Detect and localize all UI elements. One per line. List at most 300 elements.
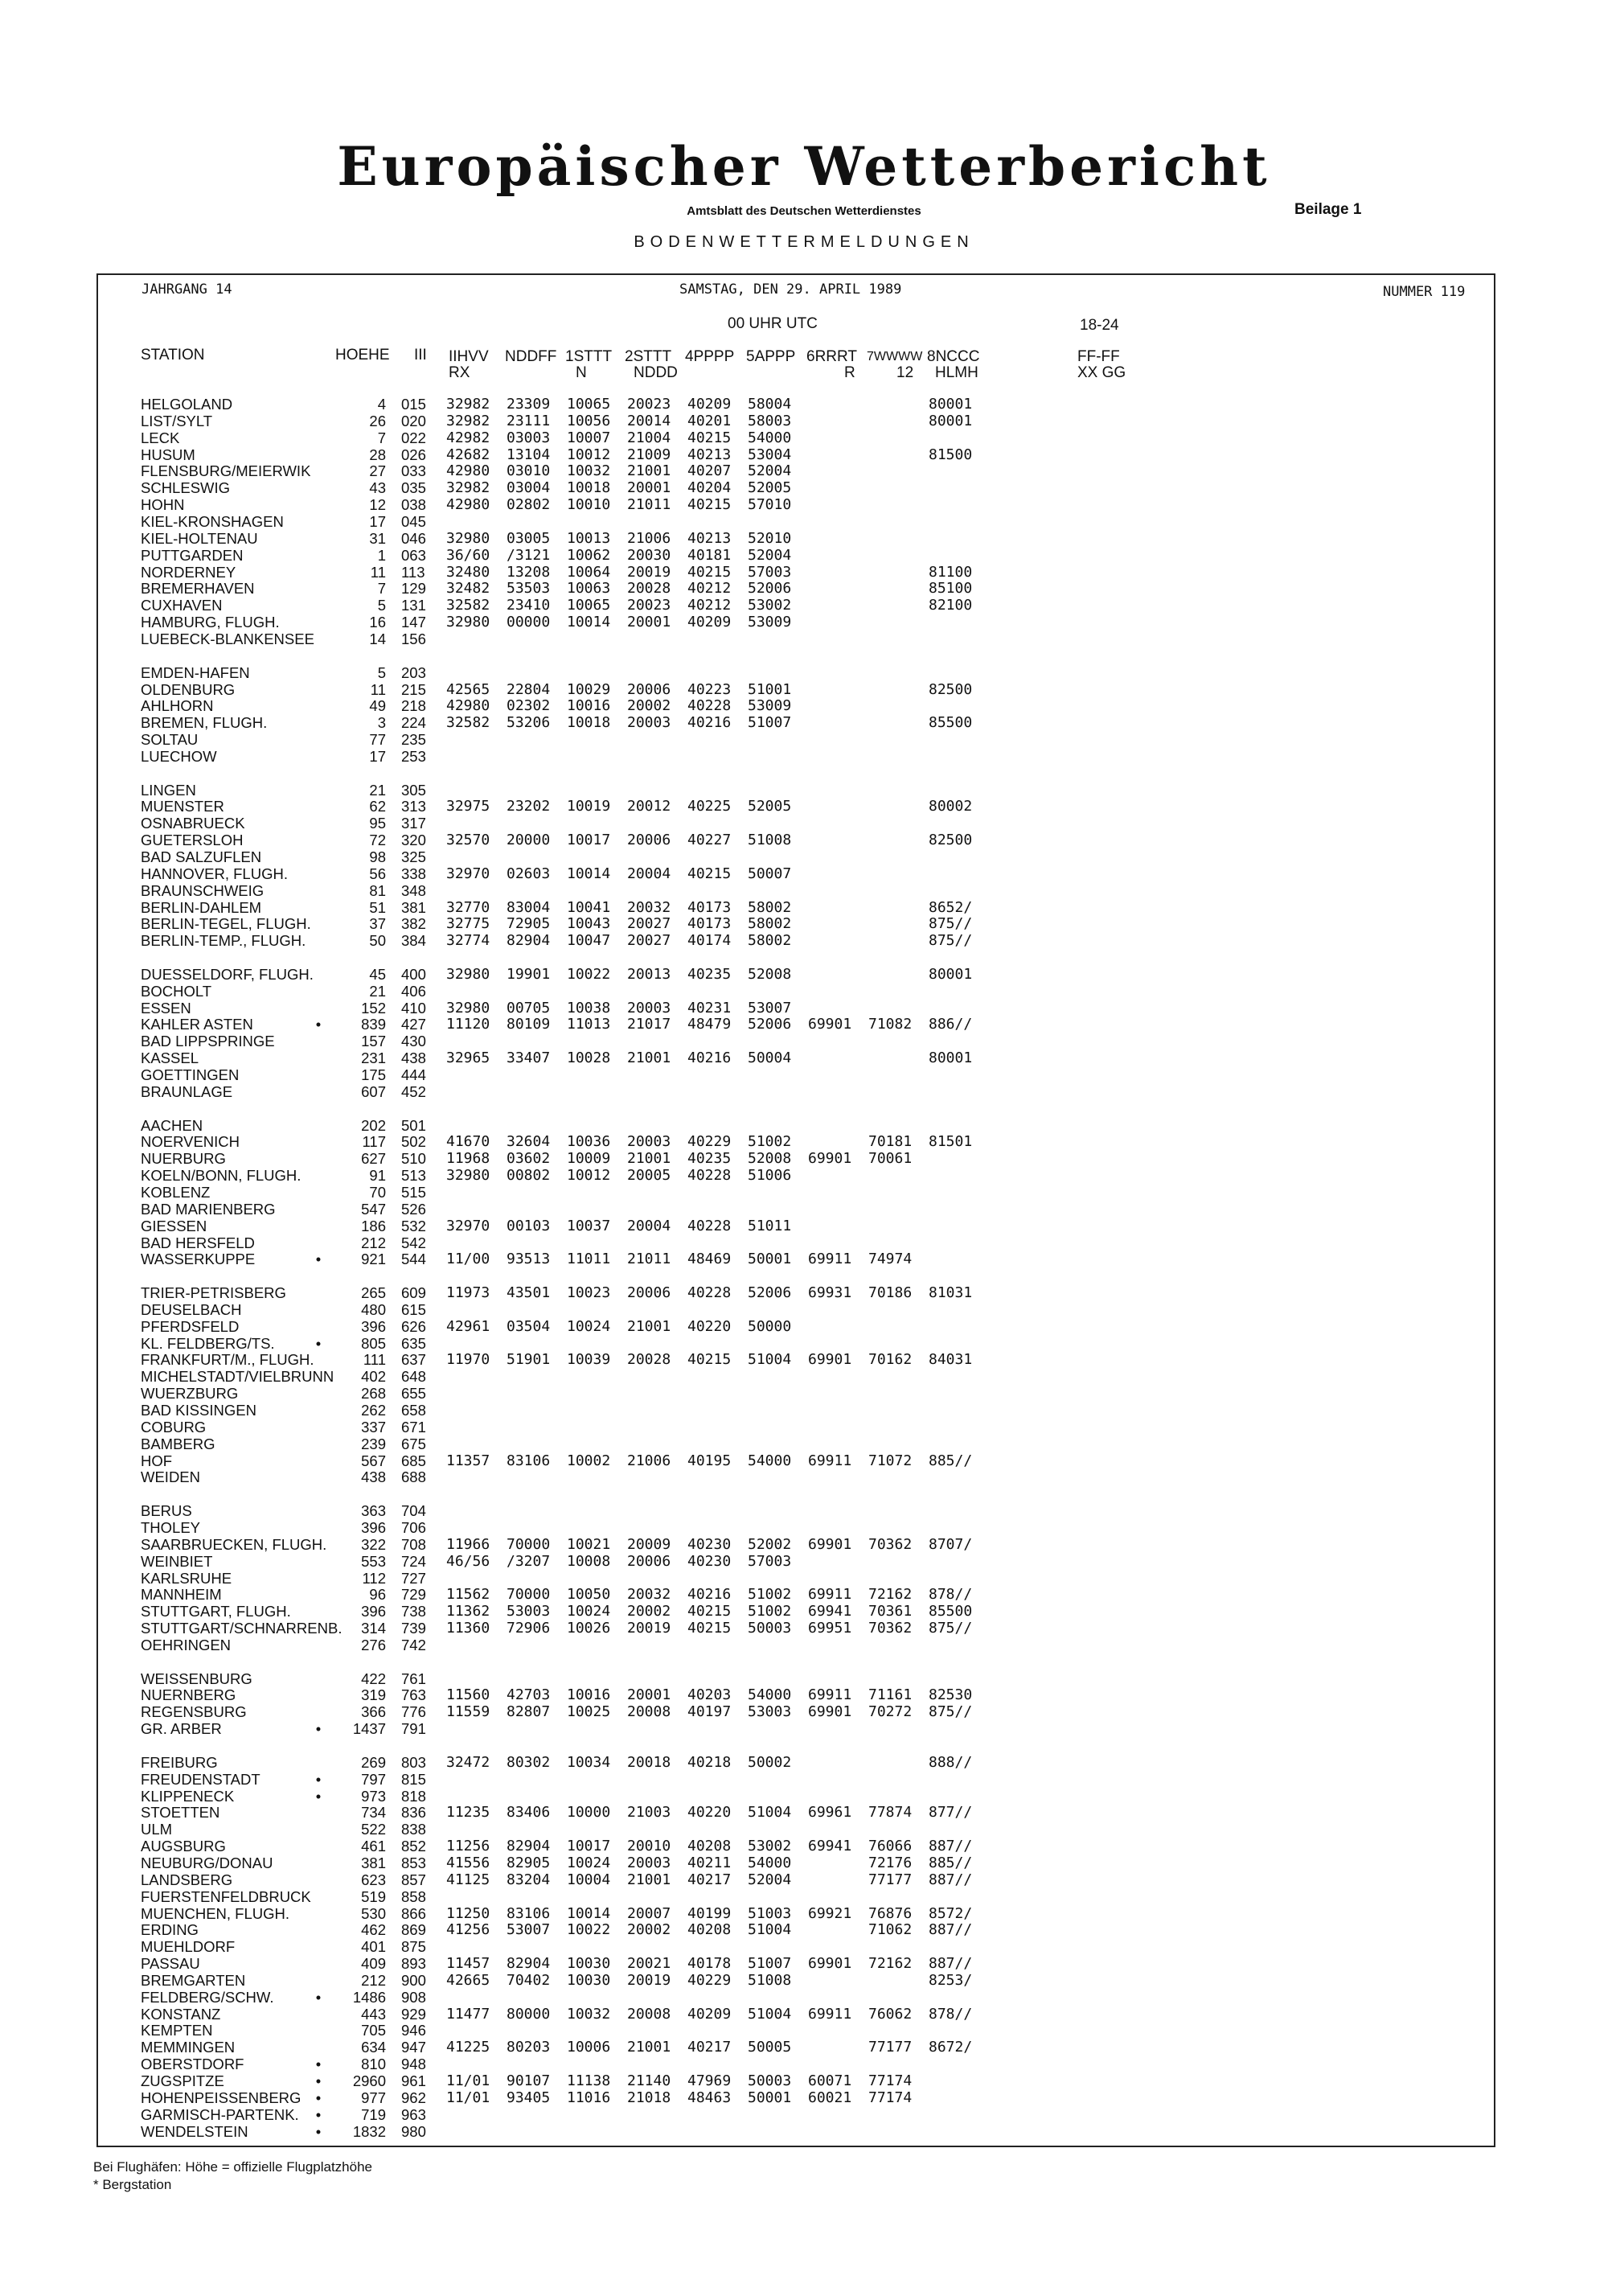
col-header-1: IIHVV <box>449 348 489 365</box>
synop-code: 41125 <box>446 1871 490 1888</box>
synop-code: 40223 <box>687 680 732 698</box>
station-name: WEIDEN <box>141 1468 200 1486</box>
synop-code: 19901 <box>507 965 551 983</box>
synop-code: 21004 <box>627 429 671 446</box>
synop-code: 32980 <box>446 965 490 983</box>
station-height: 480 <box>361 1300 386 1318</box>
synop-code: 20023 <box>627 396 671 413</box>
synop-code: 40215 <box>687 865 732 882</box>
station-index: 313 <box>401 798 426 815</box>
synop-code: 77174 <box>868 2089 913 2106</box>
table-row <box>0 732 1608 748</box>
synop-code: 20003 <box>627 714 671 732</box>
synop-code: 20002 <box>627 1603 671 1620</box>
station-name: BRAUNSCHWEIG <box>141 881 265 899</box>
table-row <box>0 1000 1608 1017</box>
station-name: LECK <box>141 429 180 446</box>
station-name: BAMBERG <box>141 1435 215 1452</box>
mountain-station-marker: • <box>315 2072 322 2089</box>
table-row <box>0 1151 1608 1167</box>
station-name: GIESSEN <box>141 1217 207 1234</box>
synop-code: 48463 <box>687 2089 732 2106</box>
synop-code: 10017 <box>567 1838 611 1855</box>
synop-code: 32482 <box>446 580 490 598</box>
synop-code: 10056 <box>567 412 611 429</box>
synop-code: 20019 <box>627 1620 671 1637</box>
station-index: 836 <box>401 1804 426 1822</box>
synop-code: 82500 <box>929 680 973 698</box>
table-row <box>0 1201 1608 1218</box>
synop-code: 70402 <box>507 1971 551 1989</box>
synop-code: 20005 <box>627 1167 671 1185</box>
synop-code: 03504 <box>507 1317 551 1335</box>
col-header-3: 1STTT <box>565 348 613 365</box>
station-height: 112 <box>362 1569 386 1587</box>
synop-code: 53002 <box>748 1838 792 1855</box>
station-index: 704 <box>401 1502 426 1520</box>
synop-code: 11138 <box>567 2072 611 2089</box>
synop-code: 10036 <box>567 1133 611 1151</box>
station-name: PASSAU <box>141 1955 200 1972</box>
synop-code: 21017 <box>627 1016 671 1033</box>
table-row <box>0 430 1608 446</box>
synop-code: 20019 <box>627 563 671 581</box>
synop-code: 51004 <box>748 1921 792 1939</box>
station-height: 519 <box>361 1887 386 1905</box>
synop-code: 20008 <box>627 2005 671 2023</box>
station-height: 4 <box>377 396 386 413</box>
station-height: 627 <box>361 1150 386 1168</box>
station-height: 553 <box>361 1552 386 1570</box>
synop-code: 20003 <box>627 1854 671 1871</box>
station-height: 438 <box>361 1468 386 1486</box>
table-row <box>0 1285 1608 1301</box>
station-height: 1 <box>377 546 386 564</box>
station-height: 11 <box>370 680 386 698</box>
synop-code: 51003 <box>748 1904 792 1922</box>
synop-code: 51011 <box>748 1217 792 1234</box>
synop-code: 11/01 <box>446 2072 490 2089</box>
synop-code: 58002 <box>748 898 792 916</box>
col-header-7b: R <box>844 364 855 381</box>
station-height: 231 <box>361 1049 386 1067</box>
synop-code: 69901 <box>808 1150 852 1168</box>
table-row <box>0 1185 1608 1201</box>
synop-code: 40217 <box>687 2039 732 2056</box>
synop-code: 85500 <box>929 714 973 732</box>
mountain-station-marker: • <box>315 1016 322 1033</box>
station-height: 26 <box>369 412 386 429</box>
station-index: 742 <box>401 1636 426 1653</box>
station-height: 7 <box>377 429 386 446</box>
station-name: WEISSENBURG <box>141 1670 252 1687</box>
synop-code: 11970 <box>446 1351 490 1369</box>
station-name: KOELN/BONN, FLUGH. <box>141 1167 302 1185</box>
table-row <box>0 1251 1608 1267</box>
synop-code: 42703 <box>507 1686 551 1704</box>
synop-code: 10025 <box>567 1703 611 1721</box>
synop-code: 21001 <box>627 1150 671 1168</box>
synop-code: 69911 <box>808 1251 852 1268</box>
synop-code: 11966 <box>446 1535 490 1553</box>
synop-code: 40235 <box>687 1150 732 1168</box>
station-height: 322 <box>361 1535 386 1553</box>
station-height: 28 <box>369 446 386 463</box>
station-height: 381 <box>361 1854 386 1871</box>
table-row <box>0 1587 1608 1603</box>
synop-code: 21011 <box>627 496 671 514</box>
station-index: 430 <box>401 1033 426 1050</box>
station-name: LANDSBERG <box>141 1871 233 1888</box>
table-row <box>0 900 1608 916</box>
synop-code: 51002 <box>748 1133 792 1151</box>
station-height: 567 <box>361 1452 386 1469</box>
synop-code: 11250 <box>446 1904 490 1922</box>
station-name: BREMERHAVEN <box>141 580 255 598</box>
station-index: 224 <box>401 714 426 732</box>
table-row <box>0 1537 1608 1553</box>
synop-code: 51004 <box>748 1351 792 1369</box>
station-index: 688 <box>401 1468 426 1486</box>
station-index: 738 <box>401 1603 426 1620</box>
synop-code: 60071 <box>808 2072 852 2089</box>
table-row <box>0 849 1608 865</box>
synop-code: 58003 <box>748 412 792 429</box>
synop-code: 40217 <box>687 1871 732 1888</box>
synop-code: 21003 <box>627 1804 671 1822</box>
station-index: 763 <box>401 1686 426 1704</box>
station-height: 77 <box>369 731 386 748</box>
synop-code: 20002 <box>627 697 671 715</box>
station-name: BRAUNLAGE <box>141 1082 233 1100</box>
station-name: MANNHEIM <box>141 1586 222 1604</box>
station-height: 366 <box>361 1703 386 1721</box>
station-index: 869 <box>401 1921 426 1939</box>
synop-code: 887// <box>929 1921 973 1939</box>
station-index: 253 <box>401 747 426 765</box>
station-height: 262 <box>361 1402 386 1419</box>
table-row <box>0 1973 1608 1989</box>
station-index: 776 <box>401 1703 426 1721</box>
station-name: MUEHLDORF <box>141 1938 236 1956</box>
synop-code: 52008 <box>748 965 792 983</box>
issue-number: NUMMER 119 <box>1383 284 1466 300</box>
station-height: 212 <box>361 1234 386 1251</box>
synop-code: 20006 <box>627 1552 671 1570</box>
station-height: 265 <box>361 1284 386 1301</box>
synop-code: 58002 <box>748 915 792 933</box>
synop-code: 11360 <box>446 1620 490 1637</box>
table-row <box>0 1855 1608 1871</box>
synop-code: 69901 <box>808 1955 852 1972</box>
synop-code: 21006 <box>627 529 671 547</box>
station-height: 1437 <box>352 1720 386 1738</box>
table-row <box>0 565 1608 581</box>
synop-code: 50004 <box>748 1049 792 1067</box>
table-row <box>0 1218 1608 1234</box>
station-index: 900 <box>401 1971 426 1989</box>
station-height: 16 <box>369 614 386 631</box>
station-name: AHLHORN <box>141 697 214 715</box>
table-row <box>0 1939 1608 1955</box>
station-index: 739 <box>401 1620 426 1637</box>
table-row <box>0 1822 1608 1838</box>
table-row <box>0 2006 1608 2023</box>
station-name: BOCHOLT <box>141 982 212 1000</box>
synop-code: 58004 <box>748 396 792 413</box>
col-header-10b: XX GG <box>1077 364 1126 381</box>
mountain-station-marker: • <box>315 1787 322 1805</box>
synop-code: 20003 <box>627 999 671 1017</box>
synop-code: 20009 <box>627 1535 671 1553</box>
supplement-label: Beilage 1 <box>1294 201 1362 218</box>
synop-code: 10018 <box>567 714 611 732</box>
synop-code: 48469 <box>687 1251 732 1268</box>
synop-code: 21006 <box>627 1452 671 1469</box>
synop-code: 85100 <box>929 580 973 598</box>
station-height: 973 <box>361 1787 386 1805</box>
station-index: 635 <box>401 1334 426 1352</box>
synop-code: 71161 <box>868 1686 913 1704</box>
synop-code: 10009 <box>567 1150 611 1168</box>
synop-code: 43501 <box>507 1284 551 1301</box>
synop-code: 887// <box>929 1838 973 1855</box>
synop-code: 70361 <box>868 1603 913 1620</box>
synop-code: 51002 <box>748 1603 792 1620</box>
synop-code: 40199 <box>687 1904 732 1922</box>
synop-code: 10019 <box>567 798 611 815</box>
synop-code: 32980 <box>446 529 490 547</box>
station-height: 31 <box>369 529 386 547</box>
mountain-station-marker: • <box>315 1251 322 1268</box>
station-index: 866 <box>401 1904 426 1922</box>
synop-code: 80001 <box>929 396 973 413</box>
synop-code: 878// <box>929 2005 973 2023</box>
synop-code: 52008 <box>748 1150 792 1168</box>
station-name: ZUGSPITZE <box>141 2072 224 2089</box>
table-row <box>0 1436 1608 1452</box>
synop-code: 32982 <box>446 396 490 413</box>
synop-code: 53002 <box>748 597 792 614</box>
synop-code: 57003 <box>748 563 792 581</box>
station-height: 186 <box>361 1217 386 1234</box>
station-index: 615 <box>401 1300 426 1318</box>
station-name: BERLIN-DAHLEM <box>141 898 262 916</box>
station-name: KAHLER ASTEN <box>141 1016 253 1033</box>
synop-code: 00103 <box>507 1217 551 1234</box>
synop-code: 40220 <box>687 1317 732 1335</box>
synop-code: 11968 <box>446 1150 490 1168</box>
station-name: PFERDSFELD <box>141 1317 240 1335</box>
station-index: 648 <box>401 1368 426 1386</box>
table-row <box>0 1571 1608 1587</box>
synop-code: 70162 <box>868 1351 913 1369</box>
station-name: FELDBERG/SCHW. <box>141 1988 274 2006</box>
station-index: 532 <box>401 1217 426 1234</box>
station-index: 406 <box>401 982 426 1000</box>
synop-code: 10014 <box>567 614 611 631</box>
station-index: 515 <box>401 1183 426 1201</box>
table-row <box>0 514 1608 530</box>
col-header-9b: HLMH <box>935 364 978 381</box>
station-index: 626 <box>401 1317 426 1335</box>
synop-code: 00705 <box>507 999 551 1017</box>
station-name: FREUDENSTADT <box>141 1770 260 1788</box>
time-range-header: 18-24 <box>1080 317 1119 334</box>
table-row <box>0 2056 1608 2072</box>
synop-code: 888// <box>929 1753 973 1771</box>
synop-code: 8652/ <box>929 898 973 916</box>
synop-code: 82530 <box>929 1686 973 1704</box>
synop-code: 11120 <box>446 1016 490 1033</box>
station-height: 396 <box>361 1317 386 1335</box>
col-header-9: 8NCCC <box>927 348 980 365</box>
station-index: 131 <box>401 597 426 614</box>
station-height: 37 <box>369 915 386 933</box>
synop-code: 52004 <box>748 462 792 480</box>
synop-code: 70362 <box>868 1620 913 1637</box>
station-name: SOLTAU <box>141 731 199 748</box>
station-name: THOLEY <box>141 1518 201 1536</box>
synop-code: 40228 <box>687 1167 732 1185</box>
station-height: 56 <box>369 865 386 882</box>
station-index: 510 <box>401 1150 426 1168</box>
synop-code: 52005 <box>748 479 792 497</box>
synop-code: 51006 <box>748 1167 792 1185</box>
synop-code: 23309 <box>507 396 551 413</box>
synop-code: 10014 <box>567 865 611 882</box>
col-header-8b: 12 <box>896 364 914 381</box>
synop-code: 00000 <box>507 614 551 631</box>
synop-code: 11/00 <box>446 1251 490 1268</box>
synop-code: 32980 <box>446 1167 490 1185</box>
station-name: BERUS <box>141 1502 192 1520</box>
synop-code: 40212 <box>687 597 732 614</box>
synop-code: 875// <box>929 1620 973 1637</box>
synop-code: 70181 <box>868 1133 913 1151</box>
synop-code: 52005 <box>748 798 792 815</box>
synop-code: 69921 <box>808 1904 852 1922</box>
station-name: OSNABRUECK <box>141 815 245 832</box>
station-index: 033 <box>401 462 426 480</box>
synop-code: 11562 <box>446 1586 490 1604</box>
table-row <box>0 1805 1608 1821</box>
station-index: 857 <box>401 1871 426 1888</box>
table-row <box>0 866 1608 882</box>
table-row <box>0 1235 1608 1251</box>
station-name: GUETERSLOH <box>141 832 244 849</box>
synop-code: 21001 <box>627 2039 671 2056</box>
station-name: KASSEL <box>141 1049 199 1067</box>
synop-code: 83004 <box>507 898 551 916</box>
synop-code: 10022 <box>567 1921 611 1939</box>
station-name: WENDELSTEIN <box>141 2122 248 2140</box>
synop-code: 82904 <box>507 1838 551 1855</box>
synop-code: 40211 <box>687 1854 732 1871</box>
synop-code: 42982 <box>446 429 490 446</box>
synop-code: 20032 <box>627 898 671 916</box>
synop-code: 10000 <box>567 1804 611 1822</box>
station-index: 026 <box>401 446 426 463</box>
col-header-7: 6RRRT <box>806 348 857 365</box>
synop-code: 20006 <box>627 832 671 849</box>
station-height: 21 <box>369 781 386 799</box>
table-row <box>0 715 1608 731</box>
synop-code: 11362 <box>446 1603 490 1620</box>
station-height: 462 <box>361 1921 386 1939</box>
station-name: STUTTGART/SCHNARRENB. <box>141 1620 343 1637</box>
synop-code: 53003 <box>507 1603 551 1620</box>
station-height: 117 <box>362 1133 386 1151</box>
synop-code: 21011 <box>627 1251 671 1268</box>
synop-code: 11013 <box>567 1016 611 1033</box>
station-index: 803 <box>401 1753 426 1771</box>
synop-code: 10012 <box>567 446 611 463</box>
station-name: SAARBRUECKEN, FLUGH. <box>141 1535 327 1553</box>
synop-code: 90107 <box>507 2072 551 2089</box>
col-header-iii: III <box>414 347 427 363</box>
page-subtitle: Amtsblatt des Deutschen Wetterdienstes <box>687 204 921 218</box>
synop-code: 33407 <box>507 1049 551 1067</box>
table-row <box>0 1118 1608 1134</box>
station-name: KIEL-KRONSHAGEN <box>141 513 284 530</box>
synop-code: 51008 <box>748 1971 792 1989</box>
synop-code: 10014 <box>567 1904 611 1922</box>
synop-code: 40230 <box>687 1552 732 1570</box>
synop-code: 70000 <box>507 1586 551 1604</box>
synop-code: 83106 <box>507 1904 551 1922</box>
synop-code: 77177 <box>868 2039 913 2056</box>
synop-code: 11973 <box>446 1284 490 1301</box>
synop-code: 58002 <box>748 932 792 950</box>
station-height: 12 <box>369 496 386 514</box>
synop-code: 40220 <box>687 1804 732 1822</box>
table-row <box>0 1755 1608 1771</box>
station-index: 727 <box>401 1569 426 1587</box>
synop-code: 70000 <box>507 1535 551 1553</box>
table-row <box>0 984 1608 1000</box>
synop-code: 69911 <box>808 1686 852 1704</box>
station-height: 268 <box>361 1385 386 1403</box>
synop-code: 32582 <box>446 714 490 732</box>
synop-code: 93513 <box>507 1251 551 1268</box>
synop-code: 40209 <box>687 396 732 413</box>
table-row <box>0 1554 1608 1570</box>
synop-code: 20032 <box>627 1586 671 1604</box>
synop-code: 10034 <box>567 1753 611 1771</box>
station-name: WASSERKUPPE <box>141 1251 256 1268</box>
station-height: 810 <box>361 2056 386 2073</box>
station-index: 501 <box>401 1116 426 1134</box>
synop-code: 71062 <box>868 1921 913 1939</box>
mountain-station-marker: • <box>315 2056 322 2073</box>
synop-code: 50002 <box>748 1753 792 1771</box>
station-height: 239 <box>361 1435 386 1452</box>
table-row <box>0 413 1608 429</box>
table-row <box>0 698 1608 714</box>
synop-code: 77174 <box>868 2072 913 2089</box>
station-name: LUECHOW <box>141 747 217 765</box>
station-index: 526 <box>401 1200 426 1218</box>
synop-code: 21001 <box>627 1317 671 1335</box>
table-row <box>0 2124 1608 2140</box>
station-index: 218 <box>401 697 426 715</box>
station-index: 875 <box>401 1938 426 1956</box>
station-height: 70 <box>369 1183 386 1201</box>
synop-code: 80000 <box>507 2005 551 2023</box>
station-index: 400 <box>401 965 426 983</box>
synop-code: 40213 <box>687 446 732 463</box>
